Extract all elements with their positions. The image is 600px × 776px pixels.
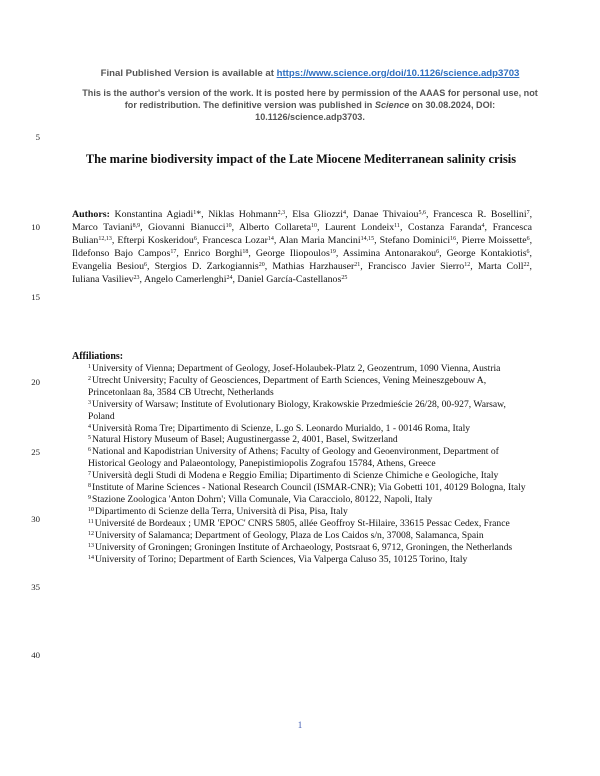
- author-name: Francesca Bulian: [72, 222, 533, 246]
- author-name: Costanza Faranda: [407, 222, 482, 233]
- author-affiliation-marker: 25: [341, 275, 348, 281]
- author-name: Francisco Javier Sierro: [367, 261, 465, 272]
- notice-text-1: This is the author's version of the work. It is posted here by permission of the AAAS for personal use, not for redistribution. The definitive version was published in: [82, 88, 538, 110]
- affiliation-text: National and Kapodistrian University of Athens; Faculty of Geology and Geoenvironment, Department of Historical Geology and Palaeontology, Panepistimiopolis Zografou 15784, Athens, Greece: [88, 446, 499, 470]
- affiliation-text: Institute of Marine Sciences - National Research Council (ISMAR-CNR); Via Gobetti 101, 40129 Bologna, Italy: [92, 482, 526, 494]
- affiliation-text: Stazione Zoologica 'Anton Dohrn'; Villa Comunale, Via Caracciolo, 80122, Napoli, Italy: [92, 493, 433, 505]
- author-affiliation-marker: 18: [242, 249, 249, 255]
- author-name: Alberto Collareta: [239, 222, 311, 233]
- affiliation-text: University of Warsaw; Institute of Evolutionary Biology, Krakowskie Przedmieście 26/28, 00-927, Warsaw, Poland: [88, 398, 506, 422]
- affiliation-item: [88, 542, 528, 554]
- affiliation-number: 13: [88, 542, 94, 549]
- affiliation-item: [88, 446, 528, 470]
- author-affiliation-marker: 7: [526, 210, 530, 216]
- line-number: 15: [31, 292, 40, 302]
- author-affiliation-marker: 12: [464, 262, 471, 268]
- author-name: Angelo Camerlenghi: [143, 274, 227, 285]
- affiliation-text: Università Roma Tre; Dipartimento di Scienze, L.go S. Leonardo Murialdo, 1 - 00146 Roma, Italy: [92, 422, 471, 434]
- affiliation-item: [88, 399, 528, 423]
- author-affiliation-marker: 19: [329, 249, 336, 255]
- affiliation-item: [88, 494, 528, 506]
- affiliation-number: 1: [88, 364, 91, 370]
- affiliation-list: [88, 363, 528, 565]
- affiliation-text: University of Vienna; Department of Geology, Josef-Holaubek-Platz 2, Geozentrum, 1090 Vienna, Austria: [92, 363, 501, 374]
- page-number: 1: [297, 720, 303, 730]
- paper-title: The marine biodiversity impact of the Late Miocene Mediterranean salinity crisis: [85, 152, 517, 166]
- author-affiliation-marker: 4: [343, 210, 346, 216]
- line-number: 35: [31, 582, 40, 592]
- author-affiliation-marker: 21: [354, 262, 361, 268]
- notice-prefix: Final Published Version is available at: [100, 68, 277, 79]
- affiliation-item: [88, 518, 528, 530]
- author-affiliation-marker: 6: [436, 249, 440, 255]
- line-number: 25: [31, 447, 40, 457]
- affiliation-item: [88, 423, 528, 435]
- affiliation-item: [88, 554, 528, 566]
- author-affiliation-marker: 6: [144, 262, 148, 268]
- author-affiliation-marker: 8,9: [132, 223, 141, 229]
- author-affiliation-marker: 10: [225, 223, 232, 229]
- affiliation-text: University of Salamanca; Department of Geology, Plaza de Los Caidos s/n, 37008, Salamanca, Spain: [95, 529, 484, 541]
- author-affiliation-marker: 14,15: [360, 236, 375, 242]
- line-number: 5: [35, 132, 40, 142]
- author-affiliation-marker: 2,3: [277, 210, 286, 216]
- affiliation-text: Università degli Studi di Modena e Reggio Emilia; Dipartimento di Scienze Chimiche e Geologiche, Italy: [92, 470, 499, 482]
- author-name: Danae Thivaiou: [353, 209, 419, 220]
- affiliation-number: 2: [88, 375, 91, 382]
- author-affiliation-marker: 11: [394, 223, 400, 229]
- author-affiliation-marker: 6: [526, 236, 530, 242]
- corresponding-author-marker: *: [196, 209, 202, 220]
- author-version-notice: [80, 87, 540, 123]
- line-number: 20: [31, 377, 40, 387]
- affiliation-text: University of Groningen; Groningen Institute of Archaeology, Postsraat 6, 9712, Groningen, the Netherlands: [95, 541, 513, 553]
- author-name: Assimina Antonarakou: [342, 248, 437, 259]
- author-name: Francesca R. Bosellini: [433, 209, 527, 220]
- author-name: Laurent Londeix: [324, 222, 395, 233]
- author-name: Stergios D. Zarkogiannis: [154, 261, 259, 272]
- affiliation-number: 10: [88, 506, 94, 513]
- author-affiliation-marker: 20: [258, 262, 265, 268]
- author-name: George Iliopoulos: [255, 248, 330, 259]
- affiliation-item: [88, 434, 528, 446]
- author-affiliation-marker: 24: [226, 275, 233, 281]
- affiliation-number: 7: [88, 471, 91, 478]
- author-name: Enrico Borghi: [183, 248, 243, 259]
- author-name: George Kontakiotis: [446, 248, 527, 259]
- author-name: Efterpi Koskeridou: [117, 235, 194, 246]
- affiliation-number: 5: [88, 435, 91, 442]
- author-name: Francesca Lozar: [202, 235, 268, 246]
- affiliation-item: [88, 363, 528, 375]
- line-number: 40: [31, 650, 40, 660]
- authors-label: Authors:: [72, 209, 110, 220]
- affiliation-number: 3: [88, 399, 91, 406]
- affiliation-text: University of Torino; Department of Earth Sciences, Via Valperga Caluso 35, 10125 Torino, Italy: [95, 553, 468, 565]
- author-name: Mathias Harzhauser: [272, 261, 355, 272]
- author-name: Ildefonso Bajo Campos: [72, 248, 171, 259]
- author-name: Giovanni Bianucci: [148, 222, 226, 233]
- line-number: 10: [31, 222, 40, 232]
- author-name: Alan Maria Mancini: [278, 235, 361, 246]
- affiliations-heading: Affiliations:: [72, 351, 124, 362]
- affiliation-item: [88, 482, 528, 494]
- author-name: Marco Taviani: [72, 222, 133, 233]
- affiliation-item: [88, 375, 528, 399]
- author-affiliation-marker: 6: [193, 236, 197, 242]
- author-name: Iuliana Vasiliev: [72, 274, 134, 285]
- affiliation-item: [88, 470, 528, 482]
- affiliation-number: 12: [88, 530, 94, 537]
- line-number: 30: [31, 514, 40, 524]
- author-affiliation-marker: 12,13: [98, 236, 112, 242]
- author-name: Elsa Gliozzi: [292, 209, 343, 220]
- author-affiliation-marker: 23: [133, 275, 140, 281]
- author-affiliation-marker: 14: [267, 236, 274, 242]
- author-name: Niklas Hohmann: [208, 209, 278, 220]
- affiliation-text: Dipartimento di Scienze della Terra, Università di Pisa, Pisa, Italy: [95, 505, 348, 517]
- doi-link[interactable]: https://www.science.org/doi/10.1126/science.adp3703: [276, 68, 520, 79]
- affiliation-item: [88, 506, 528, 518]
- author-affiliation-marker: 16: [450, 236, 457, 242]
- author-name: Konstantina Agiadi: [114, 209, 194, 220]
- author-list: Authors: Konstantina Agiadi$^1$*, Niklas Hohmann$^{2,3}$, Elsa Gliozzi$^4$, Danae Thivaiou$^{5,6}$, Francesca R. Bosellini$^7$, Marco Taviani$^{8,9}$, Giovanni Bianucci$^{10}$, Alberto Collareta$^{10}$, Laurent Londeix$^{11}$, Costanza Faranda$^4$, Francesca Bulian$^{12,13}$, Efterpi Koskeridou$^6$, Francesca Lozar$^{14}$, Alan Maria Mancini$^{14,15}$, Stefano Dominici$^{16}$, Pierre Moissette$^6$, Ildefonso Bajo Campos$^{17}$, Enrico Borghi$^{18}$, George Iliopoulos$^{19}$, Assimina Antonarakou$^6$, George Kontakiotis$^6$, Evangelia Besiou$^6$, Stergios D. Zarkogiannis$^{20}$, Mathias Harzhauser$^{21}$, Francisco Javier Sierro$^{12}$, Marta Coll$^{22}$, Iuliana Vasiliev$^{23}$, Angelo Camerlenghi$^{24}$, Daniel García-Castellanos$^{25}$: [72, 209, 533, 285]
- affiliation-number: 11: [88, 518, 94, 525]
- author-name: Marta Coll: [477, 261, 524, 272]
- author-affiliation-marker: 1: [193, 210, 197, 216]
- author-name: Evangelia Besiou: [72, 261, 145, 272]
- affiliation-text: Utrecht University; Faculty of Geosciences, Department of Earth Sciences, Vening Meineszgebouw A, Princetonlaan 8a, 3584 CB Utrecht, Netherlands: [88, 374, 487, 398]
- affiliation-number: 4: [88, 423, 91, 430]
- author-affiliation-marker: 17: [170, 249, 177, 255]
- author-name: Stefano Dominici: [379, 235, 451, 246]
- journal-name: Science: [374, 100, 410, 110]
- author-affiliation-marker: 10: [310, 223, 317, 229]
- author-affiliation-marker: 5,6: [418, 210, 426, 216]
- affiliation-number: 9: [88, 494, 91, 501]
- affiliation-item: [88, 530, 528, 542]
- affiliation-number: 14: [88, 554, 94, 561]
- affiliation-number: 8: [88, 483, 91, 490]
- affiliation-text: Natural History Museum of Basel; Augustinergasse 2, 4001, Basel, Switzerland: [92, 434, 398, 446]
- notice-text-2: on 30.08.2024, DOI: 10.1126/science.adp3703.: [255, 100, 496, 122]
- author-affiliation-marker: 4: [481, 223, 485, 229]
- author-affiliation-marker: 6: [526, 249, 530, 255]
- author-name: Pierre Moissette: [461, 235, 527, 246]
- published-version-notice: [80, 68, 540, 79]
- author-affiliation-marker: 22: [523, 262, 530, 268]
- affiliation-text: Université de Bordeaux ; UMR 'EPOC' CNRS 5805, allée Geoffroy St-Hilaire, 33615 Pessac Cedex, France: [94, 517, 510, 529]
- affiliation-number: 6: [88, 447, 91, 454]
- author-name: Daniel García-Castellanos: [237, 274, 342, 285]
